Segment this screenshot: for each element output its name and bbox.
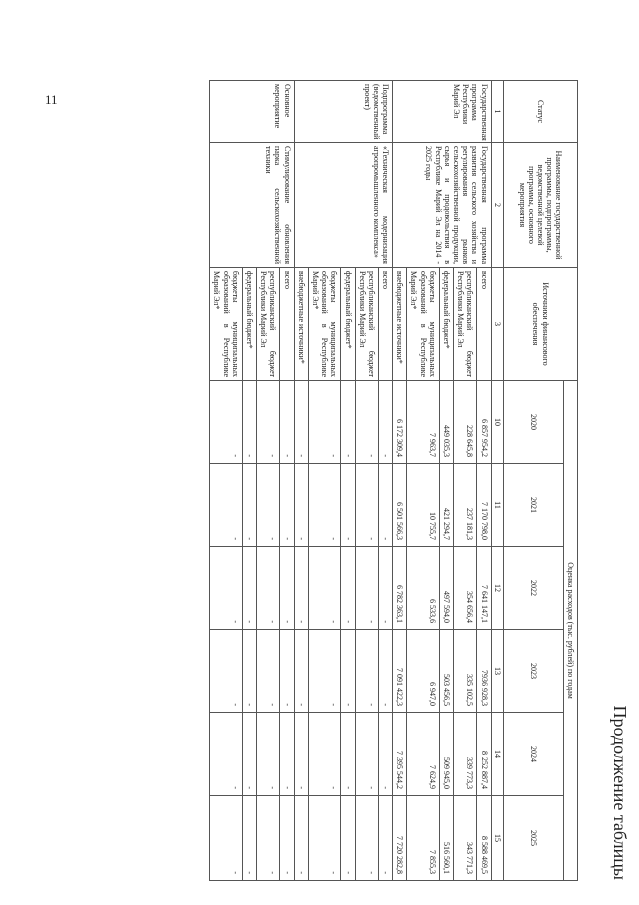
row-value: 7936 928,3 [477, 630, 491, 713]
row-value: 7 624,9 [407, 713, 440, 796]
header-year: 2020 [503, 381, 563, 464]
row-value: - [242, 630, 256, 713]
row-value: - [308, 547, 341, 630]
row-value: - [355, 630, 378, 713]
row-value: - [280, 630, 294, 713]
table-row [378, 81, 392, 881]
header-year: 2024 [503, 713, 563, 796]
row-value: - [294, 547, 308, 630]
row-value: - [294, 464, 308, 547]
row-value: - [242, 713, 256, 796]
row-source: внебюджетные источники* [294, 268, 308, 381]
row-value: - [355, 713, 378, 796]
row-value: - [242, 547, 256, 630]
row-value: - [355, 796, 378, 881]
row-name: Стимулирование обновления парка сельскохозяйственной техники [210, 143, 294, 268]
row-value: - [294, 796, 308, 881]
row-value: 6 947,0 [407, 630, 440, 713]
row-value: 6 501 566,3 [393, 464, 407, 547]
row-source: бюджеты муниципальных образований в Республике Марий Эл* [308, 268, 341, 381]
row-value: - [378, 630, 392, 713]
header-year: 2023 [503, 630, 563, 713]
row-value: - [308, 381, 341, 464]
row-value: 6 782 363,1 [393, 547, 407, 630]
row-value: 7 395 544,2 [393, 713, 407, 796]
row-source: федеральный бюджет* [242, 268, 256, 381]
row-value: - [257, 796, 280, 881]
row-value: - [210, 713, 243, 796]
row-value: 335 102,5 [454, 630, 477, 713]
row-value: - [210, 464, 243, 547]
row-value: 7 963,7 [407, 381, 440, 464]
row-value: - [341, 630, 355, 713]
header-name: Наименование государственной программы, подпрограммы, ведомственной целевой программы, основного мероприятия [503, 143, 577, 268]
row-value: - [210, 630, 243, 713]
table-body [210, 81, 491, 881]
header-year: 2022 [503, 547, 563, 630]
row-value: 449 035,3 [439, 381, 453, 464]
row-value: 228 645,8 [454, 381, 477, 464]
row-value: - [257, 464, 280, 547]
row-value: - [308, 630, 341, 713]
table-row [477, 81, 491, 881]
row-value: 509 945,0 [439, 713, 453, 796]
row-value: - [210, 796, 243, 881]
row-value: 7 855,3 [407, 796, 440, 881]
row-name: «Техническая модернизация агропромышленного комплекса» [294, 143, 393, 268]
row-value: - [294, 713, 308, 796]
row-value: - [210, 381, 243, 464]
row-value: 7 091 422,3 [393, 630, 407, 713]
column-index: 10 [491, 381, 503, 464]
row-value: 7 720 282,8 [393, 796, 407, 881]
row-value: 8 252 887,4 [477, 713, 491, 796]
column-index: 13 [491, 630, 503, 713]
row-value: - [378, 713, 392, 796]
budget-table [209, 80, 578, 881]
row-value: - [242, 381, 256, 464]
table-row [280, 81, 294, 881]
header-status: Статус [503, 81, 577, 143]
column-index: 1 [491, 81, 503, 143]
row-value: - [210, 547, 243, 630]
row-value: 516 560,1 [439, 796, 453, 881]
column-index: 11 [491, 464, 503, 547]
row-value: - [280, 796, 294, 881]
row-source: республиканский бюджет Республики Марий Эл [454, 268, 477, 381]
row-value: 503 456,5 [439, 630, 453, 713]
row-value: - [257, 547, 280, 630]
row-value: - [341, 796, 355, 881]
row-value: - [242, 796, 256, 881]
row-value: - [280, 381, 294, 464]
header-estimate: Оценка расходов (тыс. рублей) по годам [563, 381, 577, 881]
column-index: 12 [491, 547, 503, 630]
row-source: республиканский бюджет Республики Марий Эл [257, 268, 280, 381]
row-status: Государственная программа Республики Марий Эл [393, 81, 492, 143]
row-value: 354 656,4 [454, 547, 477, 630]
row-source: внебюджетные источники* [393, 268, 407, 381]
row-value: - [341, 381, 355, 464]
row-value: - [308, 464, 341, 547]
row-value: - [308, 713, 341, 796]
row-value: - [355, 381, 378, 464]
rotated-landscape-content [140, 80, 630, 880]
row-value: - [257, 381, 280, 464]
row-value: - [280, 547, 294, 630]
row-source: всего [477, 268, 491, 381]
row-source: всего [378, 268, 392, 381]
row-value: 10 755,7 [407, 464, 440, 547]
row-value: 8 588 469,5 [477, 796, 491, 881]
row-status: Основное мероприятие [210, 81, 294, 143]
column-index: 14 [491, 713, 503, 796]
row-value: - [355, 547, 378, 630]
header-year: 2021 [503, 464, 563, 547]
column-index: 15 [491, 796, 503, 881]
header-year: 2025 [503, 796, 563, 881]
row-value: 339 773,3 [454, 713, 477, 796]
row-value: - [308, 796, 341, 881]
page-number: 11 [45, 92, 58, 107]
row-value: 6 172 309,4 [393, 381, 407, 464]
row-value: - [378, 547, 392, 630]
row-source: бюджеты муниципальных образований в Республике Марий Эл* [210, 268, 243, 381]
row-value: - [257, 713, 280, 796]
row-value: - [257, 630, 280, 713]
row-value: - [280, 464, 294, 547]
column-index: 2 [491, 143, 503, 268]
row-value: - [341, 547, 355, 630]
continuation-title: Продолжение таблицы [610, 705, 630, 880]
row-source: республиканский бюджет Республики Марий Эл [355, 268, 378, 381]
row-value: 6 857 954,2 [477, 381, 491, 464]
row-value: - [378, 464, 392, 547]
row-value: - [341, 464, 355, 547]
row-value: - [378, 796, 392, 881]
row-value: - [294, 381, 308, 464]
row-value: 421 294,7 [439, 464, 453, 547]
row-value: 7 170 798,0 [477, 464, 491, 547]
row-value: - [242, 464, 256, 547]
row-value: - [378, 381, 392, 464]
row-value: 237 181,3 [454, 464, 477, 547]
row-value: - [294, 630, 308, 713]
row-status: Подпрограмма (ведомственный проект) [294, 81, 393, 143]
row-source: всего [280, 268, 294, 381]
row-value: 497 594,0 [439, 547, 453, 630]
row-value: - [341, 713, 355, 796]
row-value: 7 641 147,1 [477, 547, 491, 630]
row-value: - [355, 464, 378, 547]
row-source: федеральный бюджет* [439, 268, 453, 381]
row-source: бюджеты муниципальных образований в Республике Марий Эл* [407, 268, 440, 381]
row-value: - [280, 713, 294, 796]
row-value: 6 533,6 [407, 547, 440, 630]
column-index: 3 [491, 268, 503, 381]
header-source: Источники финансового обеспечения [503, 268, 577, 381]
row-source: федеральный бюджет* [341, 268, 355, 381]
row-name: Государственная программа развития сельского хозяйства и регулирования рынков сельскохозяйственной продукции, сырья и продовольствия в Республике Марий Эл на 2014 - 2025 годы [393, 143, 492, 268]
row-value: 343 771,3 [454, 796, 477, 881]
